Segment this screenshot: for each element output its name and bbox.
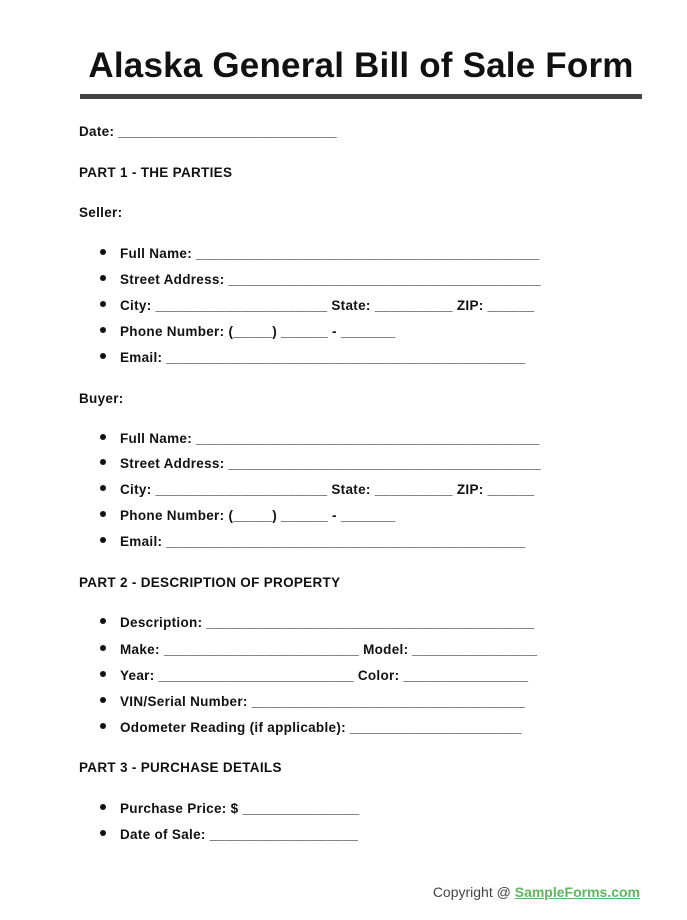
- bullet-icon: [100, 511, 106, 517]
- title-divider: [80, 94, 642, 99]
- property-make-model: Make: _________________________ Model: ________________: [100, 642, 537, 657]
- seller-email: Email: ______________________________________________: [100, 350, 526, 365]
- bullet-icon: [100, 723, 106, 729]
- bullet-icon: [100, 618, 106, 624]
- bullet-icon: [100, 459, 106, 465]
- brand-link[interactable]: SampleForms.com: [514, 884, 640, 900]
- date-line: Date: ____________________________: [79, 124, 337, 139]
- bullet-icon: [100, 537, 106, 543]
- buyer-street-address: Street Address: ________________________________________: [100, 456, 541, 471]
- property-year-color: Year: _________________________ Color: ________________: [100, 668, 528, 683]
- property-description: Description: __________________________________________: [100, 615, 534, 630]
- purchase-price: Purchase Price: $ _______________: [100, 801, 360, 816]
- seller-city-state-zip: City: ______________________ State: __________ ZIP: ______: [100, 298, 534, 313]
- part3-heading: PART 3 - PURCHASE DETAILS: [79, 760, 282, 775]
- bullet-icon: [100, 249, 106, 255]
- part2-heading: PART 2 - DESCRIPTION OF PROPERTY: [79, 575, 341, 590]
- form-title: Alaska General Bill of Sale Form: [88, 46, 634, 85]
- bullet-icon: [100, 697, 106, 703]
- part1-heading: PART 1 - THE PARTIES: [79, 165, 233, 180]
- bullet-icon: [100, 804, 106, 810]
- bullet-icon: [100, 645, 106, 651]
- bullet-icon: [100, 434, 106, 440]
- date-of-sale: Date of Sale: ___________________: [100, 827, 358, 842]
- footer-copyright: Copyright @ SampleForms.com: [432, 884, 640, 900]
- bullet-icon: [100, 485, 106, 491]
- buyer-city-state-zip: City: ______________________ State: __________ ZIP: ______: [100, 482, 534, 497]
- property-vin: VIN/Serial Number: ___________________________________: [100, 694, 525, 709]
- seller-street-address: Street Address: ________________________________________: [100, 272, 541, 287]
- property-odometer: Odometer Reading (if applicable): ______________________: [100, 720, 522, 735]
- buyer-email: Email: ______________________________________________: [100, 534, 526, 549]
- bullet-icon: [100, 671, 106, 677]
- bullet-icon: [100, 275, 106, 281]
- seller-phone: Phone Number: (_____) ______ - _______: [100, 324, 396, 339]
- buyer-full-name: Full Name: ____________________________________________: [100, 431, 540, 446]
- seller-full-name: Full Name: ____________________________________________: [100, 246, 540, 261]
- buyer-phone: Phone Number: (_____) ______ - _______: [100, 508, 396, 523]
- seller-label: Seller:: [79, 205, 123, 220]
- bullet-icon: [100, 327, 106, 333]
- bullet-icon: [100, 353, 106, 359]
- buyer-label: Buyer:: [79, 391, 124, 406]
- bullet-icon: [100, 830, 106, 836]
- bullet-icon: [100, 301, 106, 307]
